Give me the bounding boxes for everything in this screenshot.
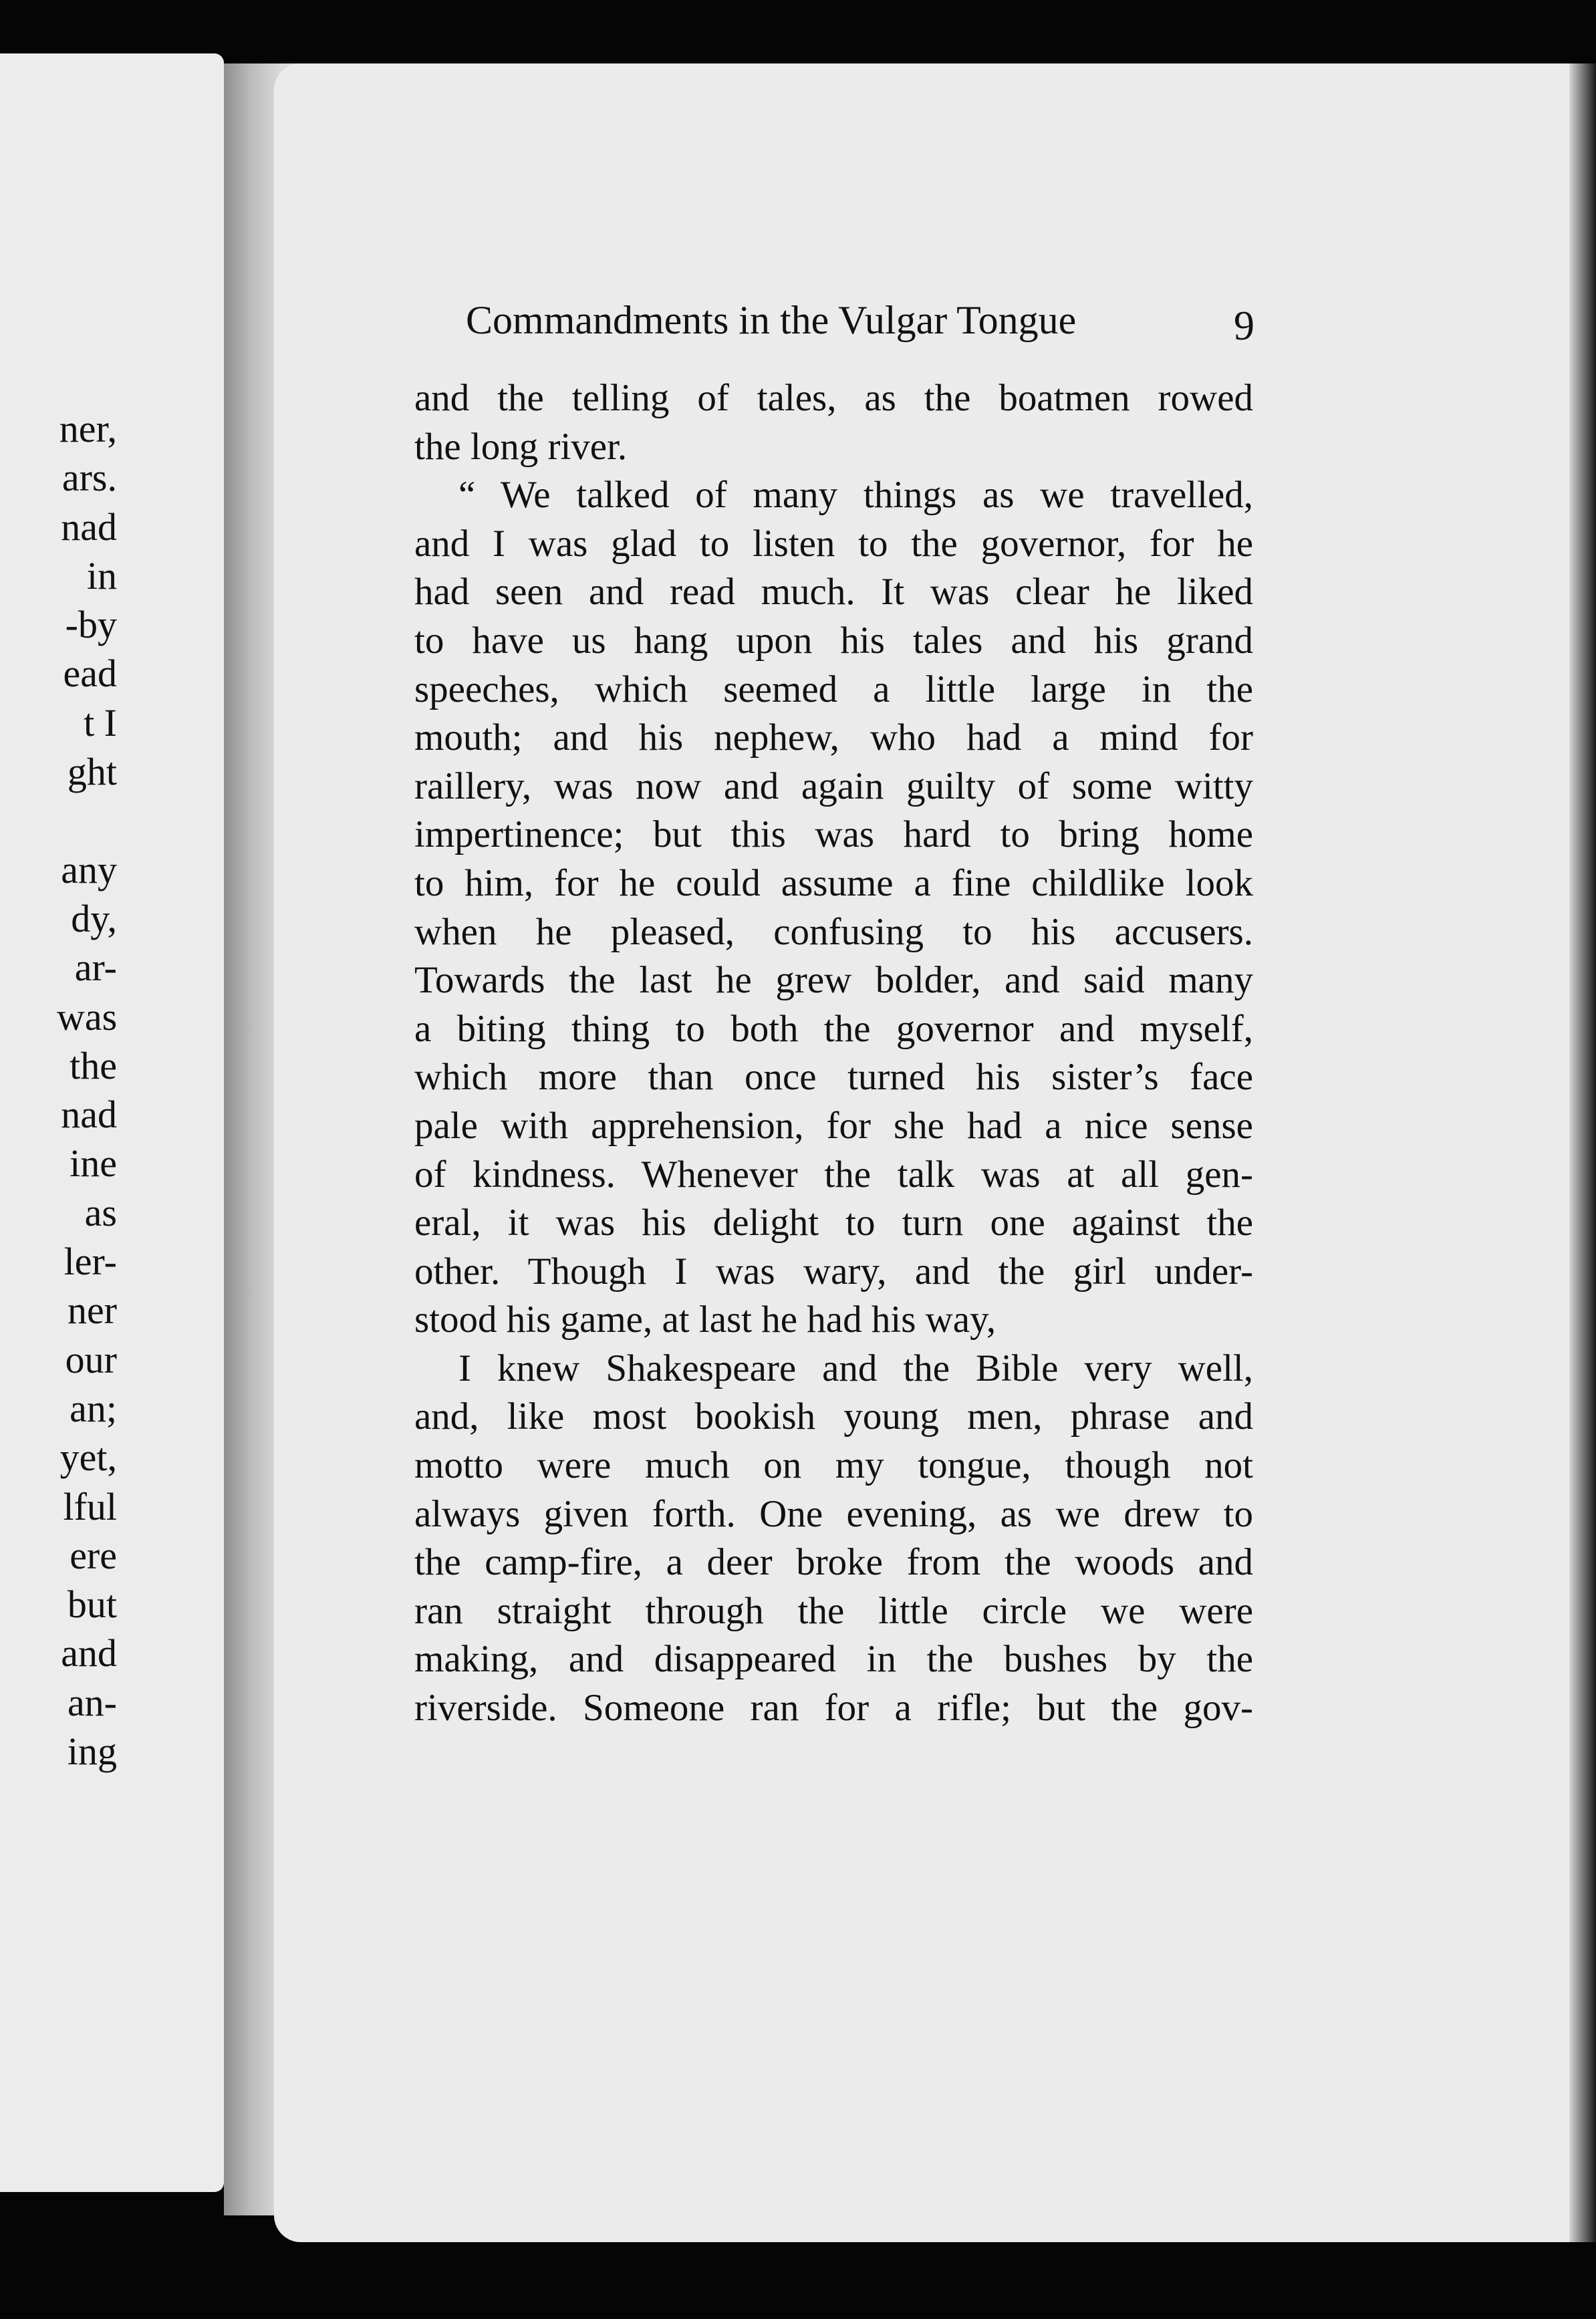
text-line: Towards the last he grew bolder, and said many: [414, 959, 1253, 1002]
left-line: was: [57, 994, 118, 1039]
text-line: stood his game, at last he had his way,: [414, 1299, 996, 1341]
text-line: I knew Shakespeare and the Bible very well,: [458, 1347, 1253, 1389]
left-line: t I: [84, 700, 117, 744]
text-line: speeches, which seemed a little large in the: [414, 668, 1253, 710]
left-line: our: [65, 1337, 117, 1381]
left-line: -by: [65, 603, 117, 647]
text-line: of kindness. Whenever the talk was at all gen-: [414, 1153, 1253, 1196]
text-line: eral, it was his delight to turn one against the: [414, 1202, 1253, 1244]
left-line: ner,: [59, 407, 117, 450]
left-line: ar-: [74, 946, 117, 990]
text-line: other. Though I was wary, and the girl under-: [414, 1250, 1253, 1292]
left-line: ead: [63, 652, 117, 696]
left-line: but: [67, 1583, 117, 1627]
left-line-gap: [57, 796, 117, 845]
text-line: motto were much on my tongue, though not: [414, 1444, 1253, 1487]
text-line: the camp-fire, a deer broke from the woods and: [414, 1541, 1253, 1584]
text-line: pale with apprehension, for she had a nice sense: [414, 1104, 1253, 1147]
page-number: 9: [1234, 303, 1254, 349]
text-line: to have us hang upon his tales and his grand: [414, 619, 1253, 662]
text-line: “ We talked of many things as we travelled,: [458, 474, 1253, 517]
left-line: any: [61, 847, 117, 892]
text-line: a biting thing to both the governor and myself,: [414, 1007, 1253, 1050]
left-line: the: [70, 1043, 117, 1087]
left-line: nad: [61, 505, 117, 549]
text-line: always given forth. One evening, as we drew to: [414, 1492, 1253, 1535]
left-line: ler-: [63, 1240, 117, 1284]
left-line: ere: [70, 1533, 117, 1577]
left-line: an-: [67, 1680, 117, 1724]
text-line: to him, for he could assume a fine childlike look: [414, 861, 1253, 904]
left-line: yet,: [59, 1436, 117, 1480]
left-line: lful: [63, 1484, 117, 1528]
left-line: ine: [70, 1141, 117, 1186]
text-line: which more than once turned his sister’s face: [414, 1056, 1253, 1099]
left-line: ner: [67, 1288, 117, 1333]
running-head: [466, 297, 1254, 349]
running-head-title: Commandments in the Vulgar Tongue: [466, 298, 1077, 342]
left-line: an;: [70, 1386, 117, 1430]
body-text: [414, 374, 1253, 1733]
text-line: raillery, was now and again guilty of some witty: [414, 765, 1253, 807]
text-line: and, like most bookish young men, phrase and: [414, 1395, 1253, 1438]
text-line: when he pleased, confusing to his accusers.: [414, 910, 1253, 953]
text-line: mouth; and his nephew, who had a mind for: [414, 716, 1253, 759]
left-line: nad: [61, 1093, 117, 1137]
left-line: ars.: [61, 456, 117, 500]
left-line: dy,: [71, 896, 117, 940]
text-line: the long river.: [414, 425, 628, 468]
left-line: as: [84, 1190, 117, 1234]
text-line: and I was glad to listen to the governor, for he: [414, 522, 1253, 565]
text-line: and the telling of tales, as the boatmen rowed: [414, 377, 1253, 419]
text-line: impertinence; but this was hard to bring home: [414, 813, 1253, 856]
text-line: making, and disappeared in the bushes by the: [414, 1638, 1253, 1681]
left-line: and: [61, 1631, 117, 1675]
text-line: ran straight through the little circle we were: [414, 1589, 1253, 1632]
left-page: [0, 53, 224, 2192]
left-line: ght: [67, 750, 117, 794]
left-page-text-fragments: [57, 404, 117, 1776]
text-line: riverside. Someone ran for a rifle; but the gov-: [414, 1687, 1253, 1730]
text-line: had seen and read much. It was clear he liked: [414, 571, 1253, 613]
left-line: ing: [67, 1730, 117, 1774]
left-line: in: [86, 553, 117, 597]
page-edge-shadow: [1569, 63, 1596, 2242]
